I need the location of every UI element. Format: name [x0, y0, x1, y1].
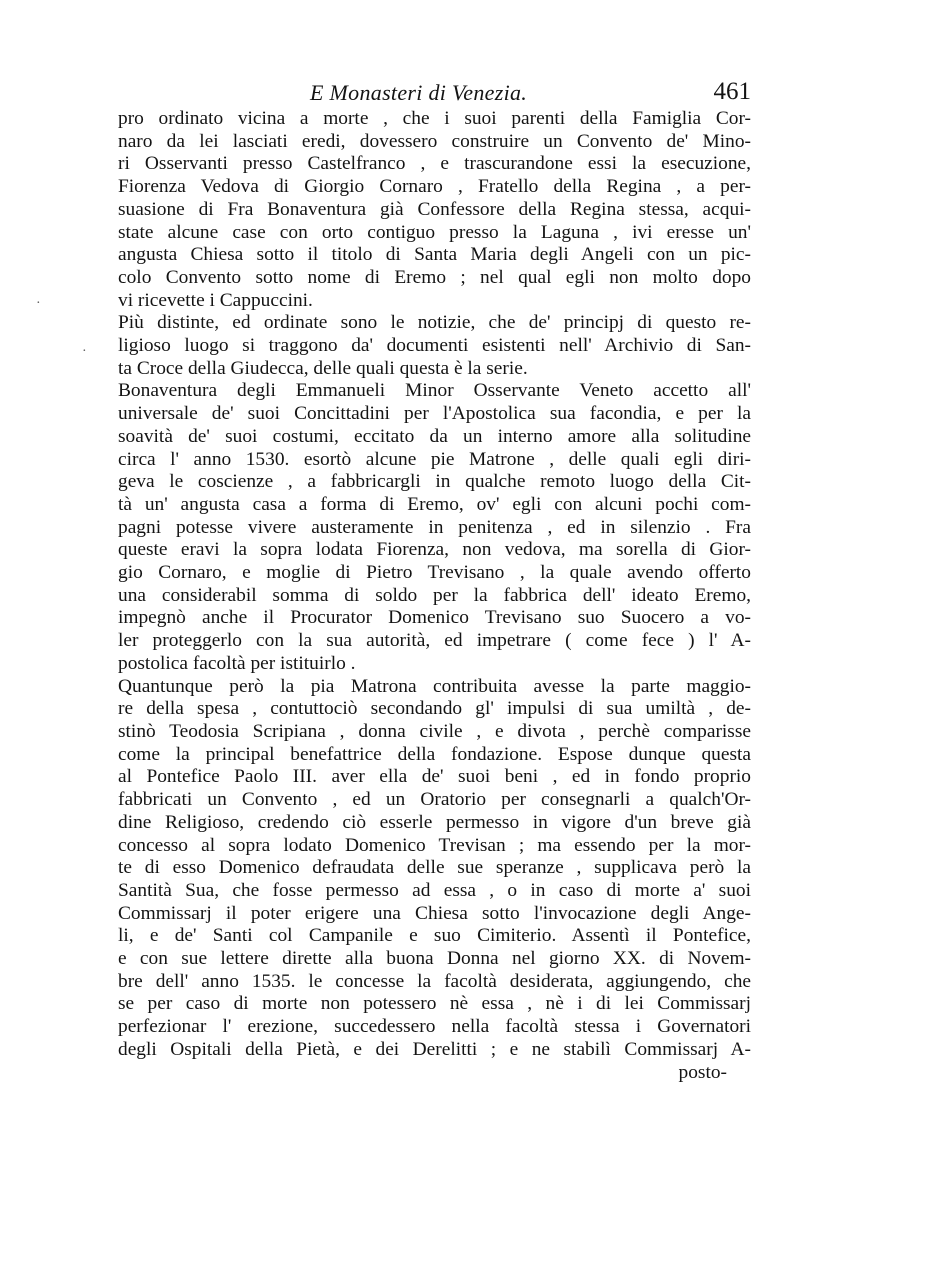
body-text	[118, 108, 751, 1084]
text-line: suasione di Fra Bonaventura già Confessore della Regina stessa, acqui-	[118, 198, 751, 220]
text-line: pro ordinato vicina a morte , che i suoi parenti della Famiglia Cor-	[118, 108, 751, 129]
text-line: degli Ospitali della Pietà, e dei Derelitti ; e ne stabilì Commissarj A-	[118, 1038, 751, 1060]
text-line: gio Cornaro, e moglie di Pietro Trevisano , la quale avendo offerto	[118, 562, 751, 584]
text-line: angusta Chiesa sotto il titolo di Santa Maria degli Angeli con un pic-	[118, 244, 751, 266]
text-line: circa l' anno 1530. esortò alcune pie Matrone , delle quali egli diri-	[118, 448, 751, 470]
text-line: geva le coscienze , a fabbricargli in qualche remoto luogo della Cit-	[118, 471, 751, 493]
text-line: pagni potesse vivere austeramente in penitenza , ed in silenzio . Fra	[118, 516, 751, 538]
text-line: Fiorenza Vedova di Giorgio Cornaro , Fratello della Regina , a per-	[118, 176, 751, 198]
text-line: tà un' angusta casa a forma di Eremo, ov' egli con alcuni pochi com-	[118, 493, 751, 515]
text-line: concesso al sopra lodato Domenico Trevisan ; ma essendo per la mor-	[118, 834, 751, 856]
text-line: Bonaventura degli Emmanueli Minor Osservante Veneto accetto all'	[118, 380, 751, 402]
text-line: una considerabil somma di soldo per la fabbrica dell' ideato Eremo,	[118, 584, 751, 606]
text-line: ri Osservanti presso Castelfranco , e trascurandone essi la esecuzione,	[118, 153, 751, 175]
text-line: naro da lei lasciati eredi, dovessero construire un Convento de' Mino-	[118, 130, 751, 152]
text-line: Commissarj il poter erigere una Chiesa sotto l'invocazione degli Ange-	[118, 902, 751, 924]
text-line: Santità Sua, che fosse permesso ad essa , o in caso di morte a' suoi	[118, 879, 751, 901]
text-line: Quantunque però la pia Matrona contribuita avesse la parte maggio-	[118, 675, 751, 697]
text-line: soavità de' suoi costumi, eccitato da un interno amore alla solitudine	[118, 425, 751, 447]
text-line: universale de' suoi Concittadini per l'Apostolica sua facondia, e per la	[118, 403, 751, 425]
text-line: e con sue lettere dirette alla buona Donna nel giorno XX. di Novem-	[118, 948, 751, 970]
text-line: ta Croce della Giudecca, delle quali questa è la serie.	[118, 357, 528, 379]
text-line: queste eravi la sopra lodata Fiorenza, non vedova, ma sorella di Gior-	[118, 539, 751, 561]
margin-speck: ·	[82, 344, 87, 359]
text-line: al Pontefice Paolo III. aver ella de' suoi beni , ed in fondo proprio	[118, 766, 751, 788]
text-line: ler proteggerlo con la sua autorità, ed impetrare ( come fece ) l' A-	[118, 630, 751, 652]
text-line: ligioso luogo si traggono da' documenti esistenti nell' Archivio di San-	[118, 335, 751, 357]
text-line: postolica facoltà per istituirlo .	[118, 652, 356, 674]
text-line: impegnò anche il Procurator Domenico Trevisano suo Suocero a vo-	[118, 607, 751, 629]
text-line: bre dell' anno 1535. le concesse la facoltà desiderata, aggiungendo, che	[118, 970, 751, 992]
text-line: stinò Teodosia Scripiana , donna civile , e divota , perchè comparisse	[118, 720, 751, 742]
text-line: re della spesa , contuttociò secondando gl' impulsi di sua umiltà , de-	[118, 698, 751, 720]
text-line: Più distinte, ed ordinate sono le notizie, che de' principj di questo re-	[118, 312, 751, 334]
text-line: dine Religioso, credendo ciò esserle permesso in vigore d'un breve già	[118, 811, 751, 833]
text-line: fabbricati un Convento , ed un Oratorio per consegnarli a qualch'Or-	[118, 789, 751, 811]
catchword: posto-	[678, 1061, 727, 1083]
text-line: li, e de' Santi col Campanile e suo Cimiterio. Assentì il Pontefice,	[118, 925, 751, 947]
running-title: E Monasteri di Venezia.	[310, 80, 528, 105]
text-line: perfezionar l' erezione, succedessero nella facoltà stessa i Governatori	[118, 1016, 751, 1038]
text-line: come la principal benefattrice della fondazione. Espose dunque questa	[118, 743, 751, 765]
text-line: te di esso Domenico defraudata delle sue speranze , supplicava però la	[118, 857, 751, 879]
text-line: se per caso di morte non potessero nè essa , nè i di lei Commissarj	[118, 993, 751, 1015]
text-line: colo Convento sotto nome di Eremo ; nel qual egli non molto dopo	[118, 266, 751, 288]
text-line: state alcune case con orto contiguo presso la Laguna , ivi eresse un'	[118, 221, 751, 243]
text-line: vi ricevette i Cappuccini.	[118, 289, 313, 311]
margin-speck: ·	[36, 296, 41, 311]
page-number: 461	[713, 78, 751, 105]
